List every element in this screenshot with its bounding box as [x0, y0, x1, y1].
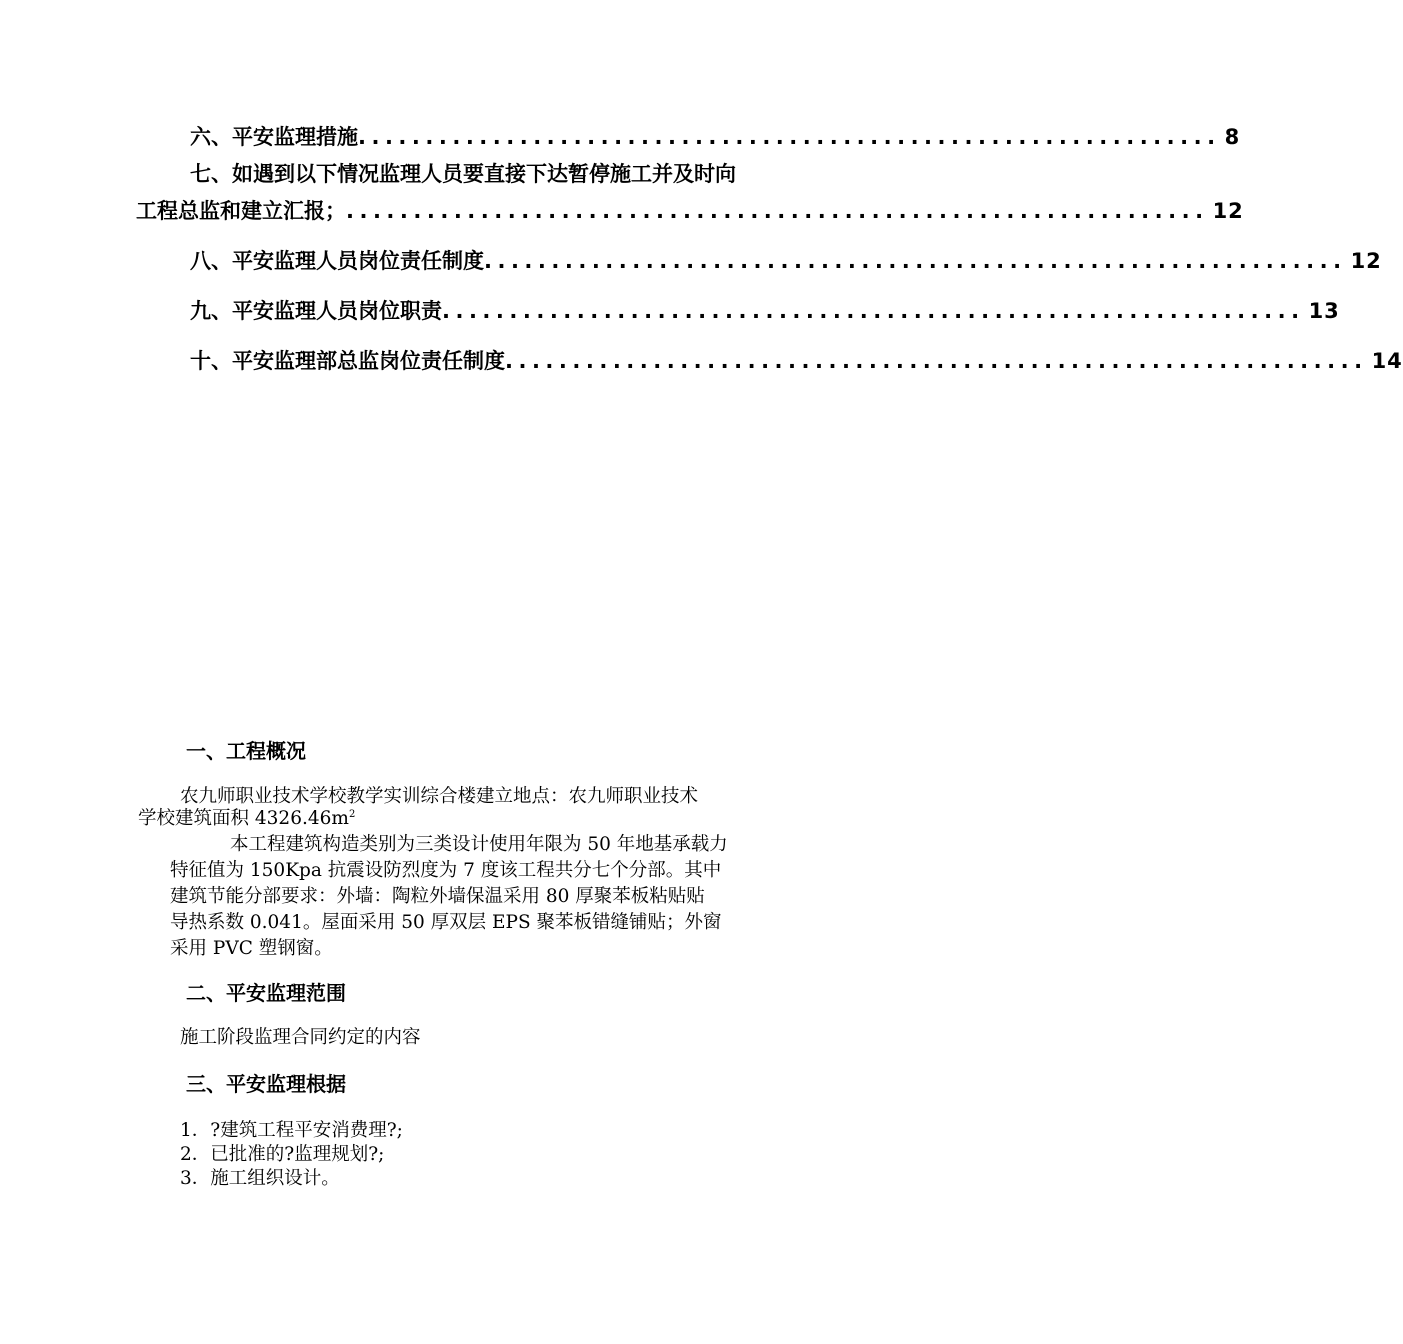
toc-page-number: 13 — [1308, 299, 1340, 323]
paragraph-line: 农九师职业技术学校教学实训综合楼建立地点：农九师职业技术 — [180, 786, 699, 807]
toc-label: 七、如遇到以下情况监理人员要直接下达暂停施工并及时向 — [190, 162, 736, 186]
paragraph-line: 导热系数 0.041。屋面采用 50 厚双层 EPS 聚苯板错缝铺贴；外窗 — [170, 912, 722, 933]
paragraph-line: 本工程建筑构造类别为三类设计使用年限为 50 年地基承载力 — [230, 834, 728, 855]
list-item: 2．已批准的?监理规划?; — [180, 1144, 385, 1165]
list-item: 3．施工组织设计。 — [180, 1168, 340, 1189]
section-heading-scope: 二、平安监理范围 — [186, 981, 346, 1005]
superscript: 2 — [348, 808, 356, 820]
section-text: 施工阶段监理合同约定的内容 — [180, 1027, 421, 1048]
toc-leader-dots: ................................................................ — [442, 299, 1305, 323]
toc-leader-dots: ................................................................ — [346, 199, 1209, 223]
toc-page-number: 8 — [1224, 125, 1241, 149]
toc-item-9[interactable] — [190, 298, 1340, 324]
toc-leader-dots: ................................................................ — [484, 249, 1347, 273]
toc-page-number: 14 — [1371, 349, 1403, 373]
toc-item-6[interactable] — [190, 124, 1241, 150]
list-item: 1．?建筑工程平安消费理?; — [180, 1120, 403, 1141]
toc-item-7-line1[interactable] — [190, 161, 736, 187]
section-heading-basis: 三、平安监理根据 — [186, 1072, 346, 1096]
paragraph-line: 特征值为 150Kpa 抗震设防烈度为 7 度该工程共分七个分部。其中 — [170, 860, 722, 881]
toc-leader-dots: ................................................................ — [505, 349, 1368, 373]
toc-label: 九、平安监理人员岗位职责 — [190, 299, 442, 323]
paragraph-line: 采用 PVC 塑钢窗。 — [170, 938, 333, 959]
toc-label: 八、平安监理人员岗位责任制度 — [190, 249, 484, 273]
section-heading-overview: 一、工程概况 — [186, 739, 306, 763]
toc-item-8[interactable] — [190, 248, 1382, 274]
toc-label: 工程总监和建立汇报； — [136, 199, 346, 223]
toc-item-10[interactable] — [190, 348, 1403, 374]
toc-item-7-line2[interactable] — [136, 198, 1244, 224]
paragraph-line: 学校建筑面积 $4326.46m^2$ — [138, 808, 356, 829]
paragraph-line: 建筑节能分部要求：外墙：陶粒外墙保温采用 80 厚聚苯板粘贴贴 — [170, 886, 705, 907]
toc-page-number: 12 — [1212, 199, 1244, 223]
toc-label: 六、平安监理措施 — [190, 125, 358, 149]
toc-leader-dots: ................................................................ — [358, 125, 1221, 149]
toc-page-number: 12 — [1350, 249, 1382, 273]
toc-label: 十、平安监理部总监岗位责任制度 — [190, 349, 505, 373]
